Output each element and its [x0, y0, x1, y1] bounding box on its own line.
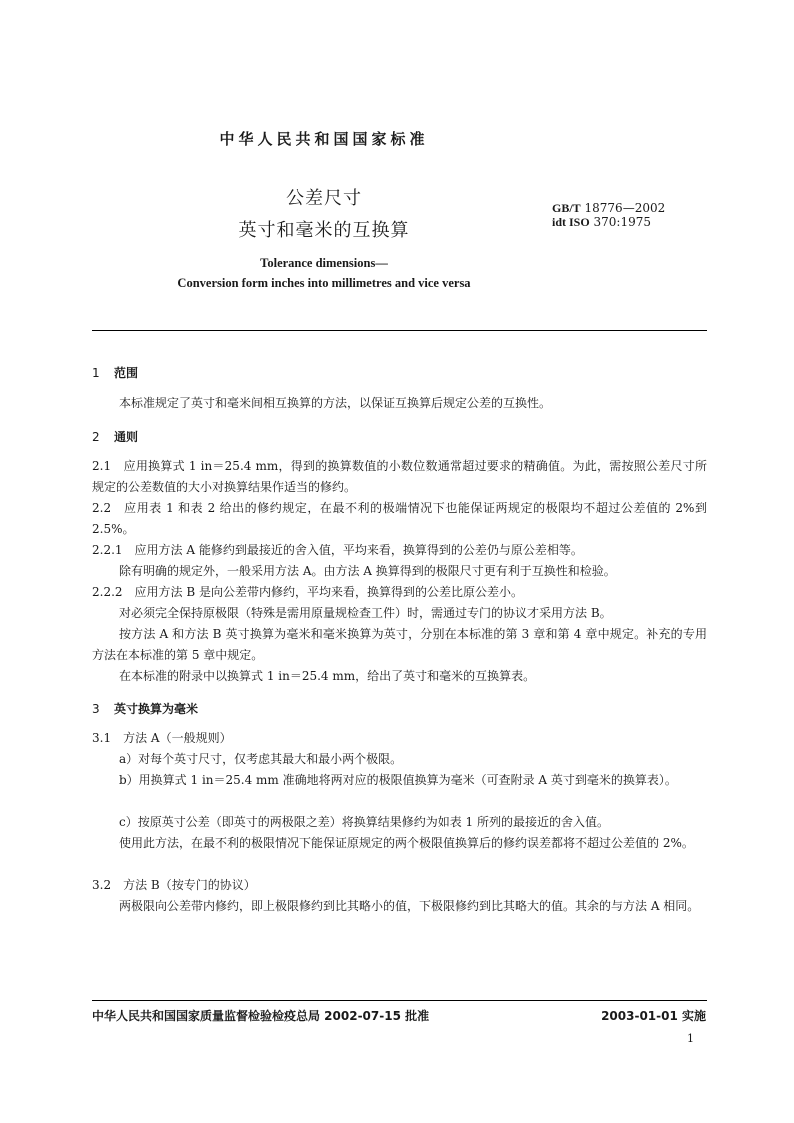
clause-3-2-paragraph: 两极限向公差带内修约，即上极限修约到比其略小的值，下极限修约到比其略大的值。其余的与方法 A 相同。 — [119, 899, 700, 913]
standard-prefix: GB/T — [552, 201, 581, 215]
standard-code: 18776—2002 — [584, 201, 666, 215]
clause-2-2-2-paragraph-2: 按方法 A 和方法 B 英寸换算为毫米和毫米换算为英寸，分别在本标准的第 3 章和第 4 章中规定。补充的专用方法在本标准的第 5 章中规定。 — [92, 627, 707, 662]
title-en-line2: Conversion form inches into millimetres and vice versa — [177, 276, 471, 290]
idt-reference — [552, 215, 651, 230]
idt-code: 370:1975 — [593, 215, 652, 229]
clause-3-2: 3.2 方法 B（按专门的协议） — [92, 878, 256, 892]
clause-3-1-item-a: a）对每个英寸尺寸，仅考虑其最大和最小两个极限。 — [119, 752, 403, 766]
section-1-paragraph: 本标准规定了英寸和毫米间相互换算的方法，以保证互换算后规定公差的互换性。 — [119, 396, 552, 410]
section-number: 1 — [92, 366, 100, 380]
standard-number — [552, 201, 665, 216]
footer-divider — [92, 1000, 707, 1001]
clause-2-2-2: 2.2.2 应用方法 B 是向公差带内修约，平均来看，换算得到的公差比原公差小。 — [92, 585, 523, 599]
approval-line: 中华人民共和国国家质量监督检验检疫总局 2002-07-15 批准 — [92, 1009, 430, 1023]
clause-3-1-item-c: c）按原英寸公差（即英寸的两极限之差）将换算结果修约为如表 1 所列的最接近的舍入值。 — [119, 815, 609, 829]
section-number: 3 — [92, 702, 100, 716]
section-2-heading — [92, 428, 138, 445]
clause-2-2-1-paragraph: 除有明确的规定外，一般采用方法 A。由方法 A 换算得到的极限尺寸更有利于互换性和检验。 — [119, 564, 616, 578]
page-number: 1 — [687, 1032, 694, 1045]
section-title: 通则 — [114, 430, 139, 444]
clause-2-2: 2.2 应用表 1 和表 2 给出的修约规定，在最不利的极端情况下也能保证两规定的极限均不超过公差值的 2%到 2.5%。 — [92, 501, 707, 536]
clause-3-1: 3.1 方法 A（一般规则） — [92, 731, 232, 745]
title-en-line1: Tolerance dimensions— — [260, 256, 388, 270]
clause-2-2-2-paragraph-3: 在本标准的附录中以换算式 1 in＝25.4 mm，给出了英寸和毫米的互换算表。 — [119, 669, 536, 683]
title-zh-line2: 英寸和毫米的互换算 — [238, 220, 410, 241]
implementation-date: 2003-01-01 实施 — [601, 1009, 706, 1023]
clause-3-1-paragraph: 使用此方法，在最不利的极限情况下能保证原规定的两个极限值换算后的修约误差都将不超过公差值的 2%。 — [119, 836, 694, 850]
section-1-heading — [92, 364, 138, 381]
section-title: 英寸换算为毫米 — [114, 702, 199, 716]
section-title: 范围 — [114, 366, 139, 380]
idt-prefix: idt ISO — [552, 215, 590, 229]
header-divider — [92, 330, 707, 331]
clause-3-1-item-b: b）用换算式 1 in＝25.4 mm 准确地将两对应的极限值换算为毫米（可查附录 A 英寸到毫米的换算表）。 — [119, 773, 677, 787]
clause-2-2-2-paragraph-1: 对必须完全保持原极限（特殊是需用原量规检查工件）时，需通过专门的协议才采用方法 B。 — [119, 606, 612, 620]
title-zh-line1: 公差尺寸 — [286, 188, 362, 209]
clause-2-1: 2.1 应用换算式 1 in＝25.4 mm，得到的换算数值的小数位数通常超过要求的精确值。为此，需按照公差尺寸所规定的公差数值的大小对换算结果作适当的修约。 — [92, 459, 707, 494]
section-number: 2 — [92, 430, 100, 444]
section-3-heading — [92, 700, 198, 717]
clause-2-2-1: 2.2.1 应用方法 A 能修约到最接近的舍入值，平均来看，换算得到的公差仍与原公差相等。 — [92, 543, 583, 557]
national-standard-title: 中华人民共和国国家标准 — [219, 130, 429, 148]
